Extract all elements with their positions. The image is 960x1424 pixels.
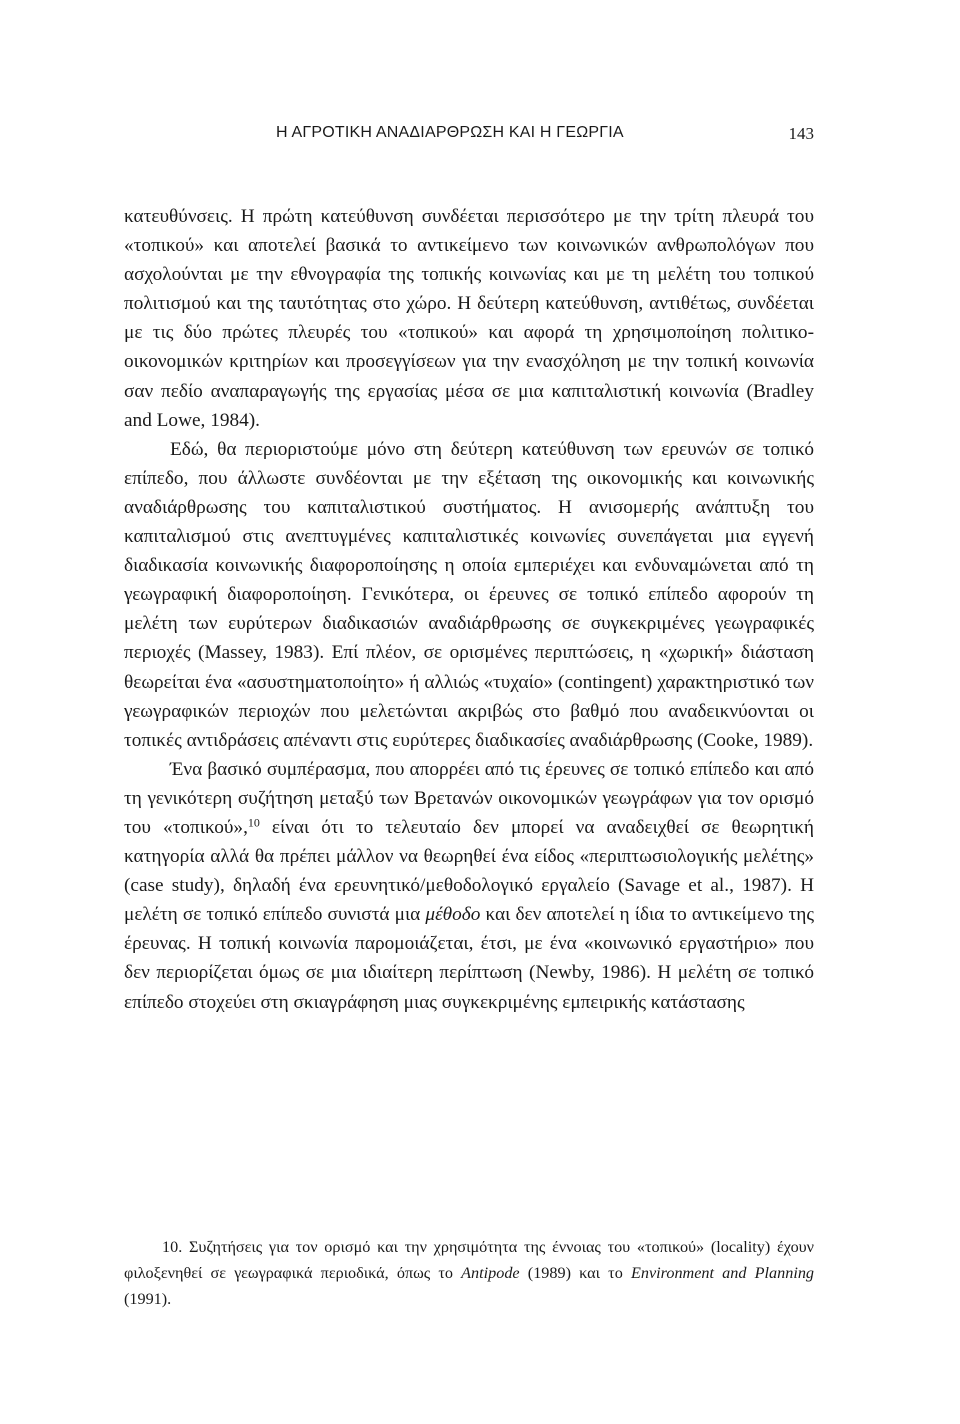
main-text [124,202,814,1017]
paragraph-3-part-3: και δεν αποτελεί η ίδια το αντικείμενο της έρευνας. Η τοπική κοινωνία παρομοιάζεται, έτσι, με ένα «κοινωνικό εργαστήριο» που δεν περιορίζεται όμως σε μια ιδιαίτερη περίπτωση (Newby, 1986). Η μελέτη σε τοπικό επίπεδο στοχεύει στη σκιαγράφηση μιας συγκεκριμένης εμπειρικής κατάστασης [124,904,814,1013]
emphasized-term: μέθοδο [425,904,481,926]
journal-title-environment-and-planning: Environment and Planning [630,1264,815,1282]
page-number: 143 [788,124,814,143]
paragraph-1: κατευθύνσεις. Η πρώτη κατεύθυνση συνδέεται περισσότερο με την τρίτη πλευρά του «τοπικού» και αποτελεί βασικά το αντικείμενο των κοινωνικών ανθρωπολόγων που ασχολούνται με την εθνογραφία της τοπικής κοινωνίας και με τη μελέτη του τοπικού πολιτισμού και της ταυτότητας στο χώρο. Η δεύτερη κατεύθυνση, αντιθέτως, συνδέεται με τις δύο πρώτες πλευρές του «τοπικού» και αφορά τη χρησιμοποίηση πολιτικο-οικονομικών κριτηρίων και προσεγγίσεων για την ενασχόληση με την τοπική κοινωνία σαν πεδίο αναπαραγωγής της εργασίας μέσα σε μια καπιταλιστική κοινωνία (Bradley and Lowe, 1984). [124,206,814,431]
paragraph-2: Εδώ, θα περιοριστούμε μόνο στη δεύτερη κατεύθυνση των ερευνών σε τοπικό επίπεδο, που άλλωστε συνδέονται με την εξέταση της οικονομικής και κοινωνικής αναδιάρθρωσης του καπιταλιστικού συστήματος. Η ανισομερής ανάπτυξη του καπιταλισμού στις ανεπτυγμένες καπιταλιστικές κοινωνίες συνεπάγεται μια εγγενή διαδικασία κοινωνικής διαφοροποίησης η οποία εμπεριέχει και ενδυναμώνεται από τη γεωγραφική διαφοροποίηση. Γενικότερα, οι έρευνες σε τοπικό επίπεδο αφορούν τη μελέτη των ευρύτερων διαδικασιών αναδιάρθρωσης σε συγκεκριμένες γεωγραφικές περιοχές (Massey, 1983). Επί πλέον, σε ορισμένες περιπτώσεις, η «χωρική» διάσταση θεωρείται ένα «ασυστηματοποίητο» ή αλλιώς «τυχαίο» (contingent) χαρακτηριστικό των γεωγραφικών περιοχών που μελετώνται ακριβώς στο βαθμό που αναδεικνύονται οι τοπικές αντιδράσεις απέναντι στις ευρύτερες διαδικασίες αναδιάρθρωσης (Cooke, 1989). [124,438,814,751]
footnote-10 [124,1234,814,1312]
journal-title-antipode: Antipode [461,1264,520,1282]
footnote-text-3: (1991). [124,1290,172,1308]
running-header [124,124,814,154]
footnotes [124,1234,814,1312]
paragraph-3-part-1: Ένα βασικό συμπέρασμα, που απορρέει από τις έρευνες σε τοπικό επίπεδο και από τη γενικότερη συζήτηση μεταξύ των Βρετανών οικονομικών γεωγράφων για τον ορισμό του «τοπικού», [124,758,814,838]
paragraph-3-part-2: είναι ότι το τελευταίο δεν μπορεί να αναδειχθεί σε θεωρητική κατηγορία αλλά θα πρέπει μάλλον να θεωρηθεί ένα είδος «περιπτωσιολογικής μελέτης» (case study), δηλαδή ένα ερευνητικό/μεθοδολογικό εργαλείο (Savage et al., 1987). Η μελέτη σε τοπικό επίπεδο συνιστά μια [124,816,814,926]
footnote-reference[interactable]: 10 [247,815,260,830]
footnote-number: 10. [162,1238,183,1256]
footnote-text-1: Συζητήσεις για τον ορισμό και την χρησιμότητα της έννοιας του «τοπικού» (locality) έχουν φιλοξενηθεί σε γεωγραφικά περιοδικά, όπως το [124,1238,814,1282]
running-title: Η ΑΓΡΟΤΙΚΗ ΑΝΑΔΙΑΡΘΡΩΣΗ ΚΑΙ Η ΓΕΩΡΓΙΑ [276,124,624,141]
paragraph-3 [124,755,814,1017]
footnote-text-2: (1989) και το [519,1264,631,1282]
